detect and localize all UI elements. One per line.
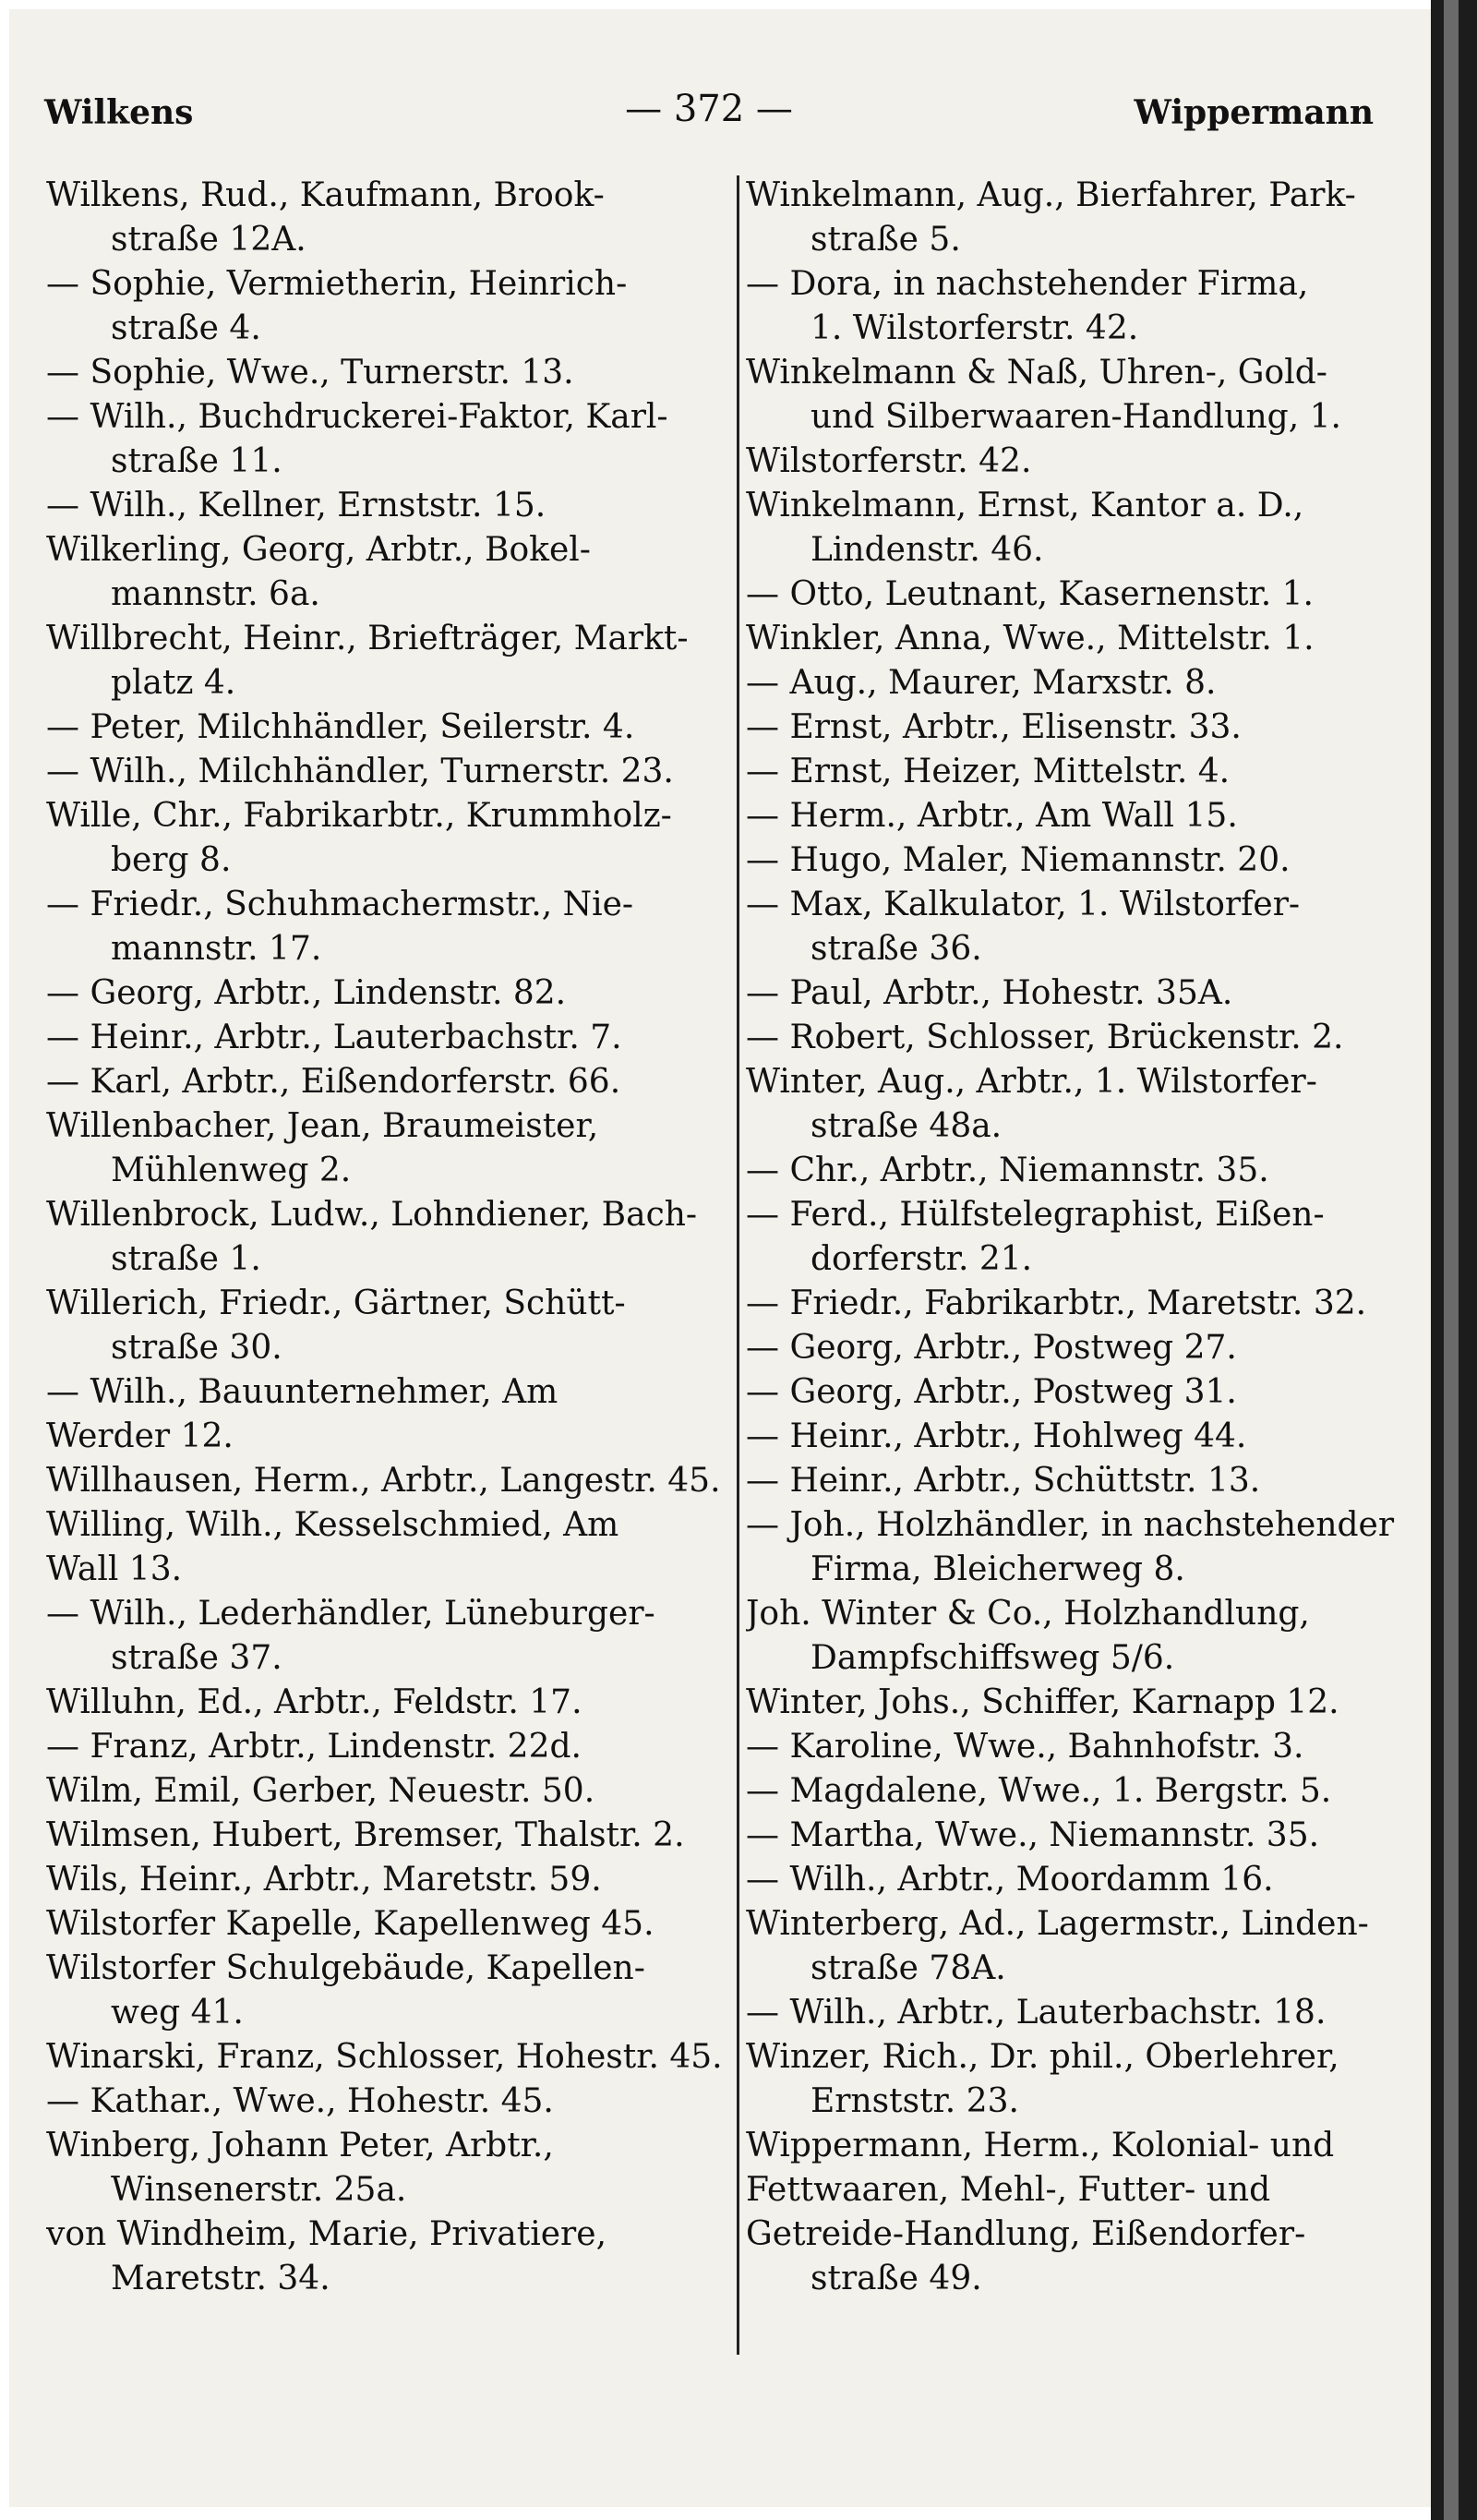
- directory-line: — Franz, Arbtr., Lindenstr. 22d.: [46, 1728, 582, 1766]
- directory-line: — Joh., Holzhändler, in nachstehender: [746, 1506, 1395, 1544]
- directory-line: Wilmsen, Hubert, Bremser, Thalstr. 2.: [46, 1816, 685, 1854]
- directory-line: — Hugo, Maler, Niemannstr. 20.: [746, 841, 1291, 879]
- directory-line: dorferstr. 21.: [811, 1240, 1033, 1278]
- directory-line: Wille, Chr., Fabrikarbtr., Krummholz-: [46, 797, 672, 835]
- column-divider: [737, 175, 739, 2355]
- directory-line: straße 49.: [811, 2260, 982, 2297]
- header-right-catchword: Wippermann: [1134, 93, 1374, 132]
- directory-line: Winter, Aug., Arbtr., 1. Wilstorfer-: [746, 1063, 1317, 1101]
- directory-line: — Georg, Arbtr., Lindenstr. 82.: [46, 974, 567, 1012]
- directory-line: — Heinr., Arbtr., Schüttstr. 13.: [746, 1462, 1261, 1500]
- directory-line: Willenbacher, Jean, Braumeister,: [46, 1107, 599, 1145]
- directory-line: — Georg, Arbtr., Postweg 27.: [746, 1329, 1237, 1367]
- directory-line: — Herm., Arbtr., Am Wall 15.: [746, 797, 1238, 835]
- directory-line: Wilkerling, Georg, Arbtr., Bokel-: [46, 531, 591, 569]
- directory-line: Getreide-Handlung, Eißendorfer-: [746, 2215, 1306, 2253]
- directory-line: Winkelmann & Naß, Uhren-, Gold-: [746, 354, 1327, 392]
- directory-line: Willbrecht, Heinr., Briefträger, Markt-: [46, 620, 689, 657]
- directory-line: straße 48a.: [811, 1107, 1003, 1145]
- directory-line: straße 12A.: [111, 221, 306, 259]
- directory-line: — Kathar., Wwe., Hohestr. 45.: [46, 2082, 554, 2120]
- directory-line: straße 37.: [111, 1639, 282, 1677]
- directory-line: — Wilh., Milchhändler, Turnerstr. 23.: [46, 753, 674, 790]
- directory-line: straße 78A.: [811, 1949, 1006, 1987]
- directory-line: platz 4.: [111, 664, 236, 702]
- directory-line: Winkler, Anna, Wwe., Mittelstr. 1.: [746, 620, 1315, 657]
- directory-line: Wils, Heinr., Arbtr., Maretstr. 59.: [46, 1861, 602, 1899]
- directory-line: straße 1.: [111, 1240, 261, 1278]
- directory-line: — Wilh., Arbtr., Moordamm 16.: [746, 1861, 1274, 1899]
- directory-line: Winkelmann, Ernst, Kantor a. D.,: [746, 487, 1304, 524]
- directory-line: straße 5.: [811, 221, 961, 259]
- directory-line: — Peter, Milchhändler, Seilerstr. 4.: [46, 708, 635, 746]
- directory-line: straße 30.: [111, 1329, 282, 1367]
- directory-line: Maretstr. 34.: [111, 2260, 330, 2297]
- directory-line: — Friedr., Fabrikarbtr., Maretstr. 32.: [746, 1284, 1367, 1322]
- directory-line: — Ernst, Arbtr., Elisenstr. 33.: [746, 708, 1242, 746]
- directory-line: — Wilh., Bauunternehmer, Am: [46, 1373, 558, 1411]
- directory-line: Willerich, Friedr., Gärtner, Schütt-: [46, 1284, 626, 1322]
- directory-line: — Sophie, Vermietherin, Heinrich-: [46, 265, 628, 303]
- directory-line: Willhausen, Herm., Arbtr., Langestr. 45.: [46, 1462, 721, 1500]
- directory-line: — Wilh., Buchdruckerei-Faktor, Karl-: [46, 398, 668, 436]
- directory-line: Werder 12.: [46, 1417, 234, 1455]
- directory-line: 1. Wilstorferstr. 42.: [811, 309, 1139, 347]
- directory-line: — Otto, Leutnant, Kasernenstr. 1.: [746, 575, 1314, 613]
- directory-line: Firma, Bleicherweg 8.: [811, 1550, 1185, 1588]
- directory-line: Willenbrock, Ludw., Lohndiener, Bach-: [46, 1196, 698, 1234]
- directory-line: — Heinr., Arbtr., Lauterbachstr. 7.: [46, 1019, 622, 1056]
- directory-line: Winberg, Johann Peter, Arbtr.,: [46, 2127, 554, 2164]
- directory-line: von Windheim, Marie, Privatiere,: [46, 2215, 607, 2253]
- page-header: [44, 88, 1374, 143]
- directory-line: Wilm, Emil, Gerber, Neuestr. 50.: [46, 1772, 595, 1810]
- directory-line: mannstr. 17.: [111, 930, 322, 968]
- directory-line: mannstr. 6a.: [111, 575, 320, 613]
- directory-line: Wilkens, Rud., Kaufmann, Brook-: [46, 176, 605, 214]
- directory-line: Joh. Winter & Co., Holzhandlung,: [746, 1595, 1310, 1633]
- right-column: [746, 174, 1420, 2301]
- directory-line: — Max, Kalkulator, 1. Wilstorfer-: [746, 886, 1301, 923]
- directory-line: Wall 13.: [46, 1550, 183, 1588]
- directory-line: — Chr., Arbtr., Niemannstr. 35.: [746, 1151, 1269, 1189]
- directory-line: — Ferd., Hülfstelegraphist, Eißen-: [746, 1196, 1325, 1234]
- directory-line: Wilstorfer Schulgebäude, Kapellen-: [46, 1949, 645, 1987]
- directory-line: — Friedr., Schuhmachermstr., Nie-: [46, 886, 634, 923]
- directory-line: — Karl, Arbtr., Eißendorferstr. 66.: [46, 1063, 621, 1101]
- directory-line: weg 41.: [111, 1994, 244, 2032]
- directory-line: Wilstorfer Kapelle, Kapellenweg 45.: [46, 1905, 654, 1943]
- page-number: — 372 —: [625, 88, 793, 130]
- directory-line: Fettwaaren, Mehl-, Futter- und: [746, 2171, 1271, 2209]
- directory-line: — Ernst, Heizer, Mittelstr. 4.: [746, 753, 1231, 790]
- directory-line: — Paul, Arbtr., Hohestr. 35A.: [746, 974, 1233, 1012]
- directory-line: — Georg, Arbtr., Postweg 31.: [746, 1373, 1237, 1411]
- directory-line: — Wilh., Kellner, Ernststr. 15.: [46, 487, 546, 524]
- directory-line: Winterberg, Ad., Lagermstr., Linden-: [746, 1905, 1369, 1943]
- directory-line: — Sophie, Wwe., Turnerstr. 13.: [46, 354, 574, 392]
- page-edge: [1431, 0, 1477, 2520]
- directory-line: Winkelmann, Aug., Bierfahrer, Park-: [746, 176, 1356, 214]
- directory-line: Wippermann, Herm., Kolonial- und: [746, 2127, 1335, 2164]
- directory-line: straße 4.: [111, 309, 261, 347]
- directory-line: — Wilh., Lederhändler, Lüneburger-: [46, 1595, 655, 1633]
- directory-line: — Wilh., Arbtr., Lauterbachstr. 18.: [746, 1994, 1327, 2032]
- directory-line: Winsenerstr. 25a.: [111, 2171, 407, 2209]
- directory-line: Winzer, Rich., Dr. phil., Oberlehrer,: [746, 2038, 1339, 2076]
- directory-line: — Karoline, Wwe., Bahnhofstr. 3.: [746, 1728, 1304, 1766]
- directory-line: Wilstorferstr. 42.: [746, 442, 1032, 480]
- directory-line: Willuhn, Ed., Arbtr., Feldstr. 17.: [46, 1683, 582, 1721]
- directory-line: — Aug., Maurer, Marxstr. 8.: [746, 664, 1217, 702]
- directory-line: straße 11.: [111, 442, 282, 480]
- directory-line: Winarski, Franz, Schlosser, Hohestr. 45.: [46, 2038, 723, 2076]
- directory-line: — Martha, Wwe., Niemannstr. 35.: [746, 1816, 1320, 1854]
- directory-line: Willing, Wilh., Kesselschmied, Am: [46, 1506, 619, 1544]
- directory-line: Mühlenweg 2.: [111, 1151, 352, 1189]
- directory-line: — Robert, Schlosser, Brückenstr. 2.: [746, 1019, 1344, 1056]
- directory-line: Dampfschiffsweg 5/6.: [811, 1639, 1175, 1677]
- directory-line: Winter, Johs., Schiffer, Karnapp 12.: [746, 1683, 1339, 1721]
- directory-line: Ernststr. 23.: [811, 2082, 1019, 2120]
- directory-line: berg 8.: [111, 841, 232, 879]
- directory-line: und Silberwaaren-Handlung, 1.: [811, 398, 1341, 436]
- page-edge-inner: [1444, 0, 1459, 2520]
- directory-line: Lindenstr. 46.: [811, 531, 1044, 569]
- directory-line: — Magdalene, Wwe., 1. Bergstr. 5.: [746, 1772, 1332, 1810]
- directory-line: straße 36.: [811, 930, 982, 968]
- directory-line: — Heinr., Arbtr., Hohlweg 44.: [746, 1417, 1247, 1455]
- header-left-catchword: Wilkens: [44, 93, 194, 132]
- directory-line: — Dora, in nachstehender Firma,: [746, 265, 1309, 303]
- left-column: [46, 174, 729, 2301]
